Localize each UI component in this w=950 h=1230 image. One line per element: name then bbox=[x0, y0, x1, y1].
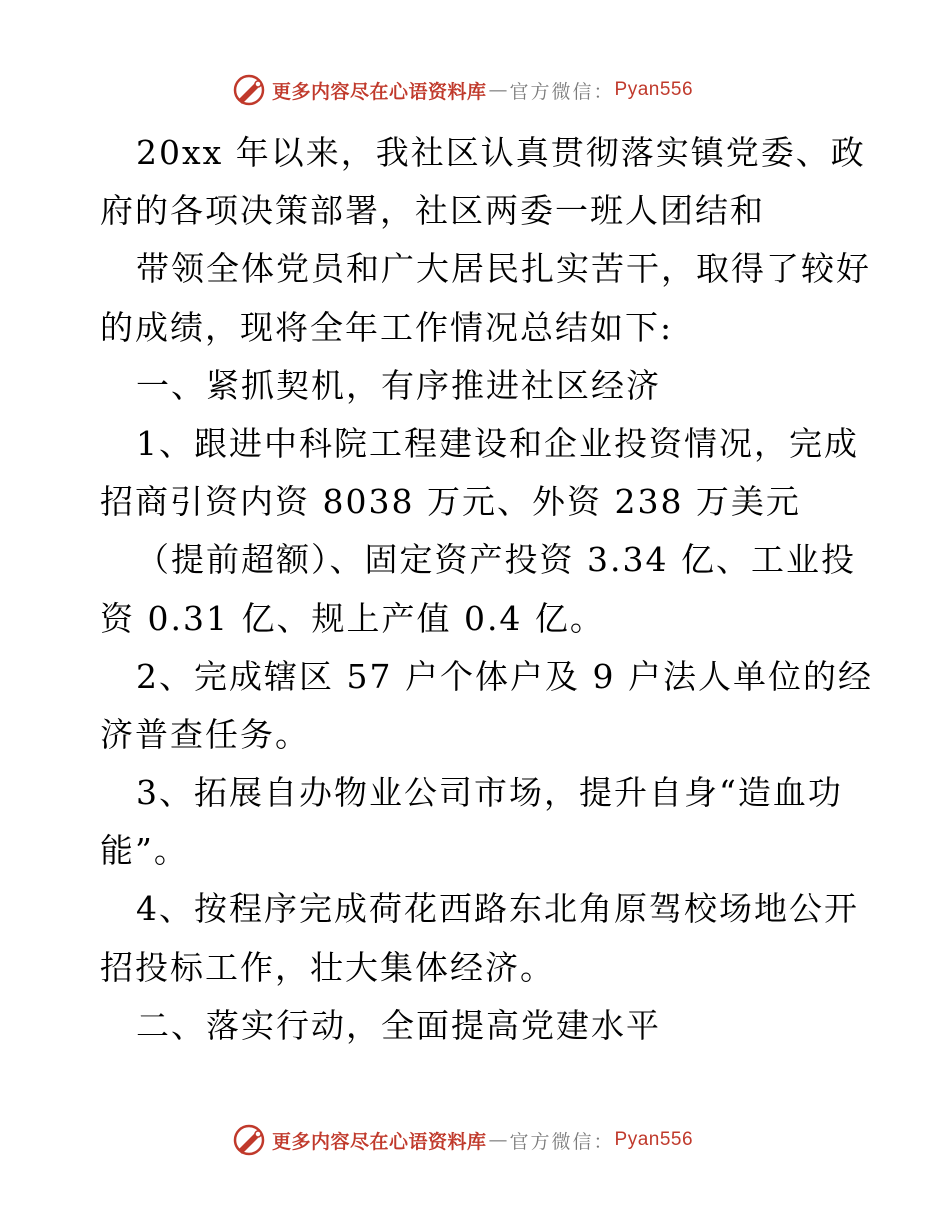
banner-site-text: 更多内容尽在心语资料库 bbox=[272, 80, 487, 103]
text-line: 的成绩，现将全年工作情况总结如下: bbox=[100, 307, 674, 347]
banner-wechat-id: Pyan556 bbox=[614, 1129, 694, 1150]
header-banner bbox=[232, 72, 693, 108]
banner-wechat-label: 官方微信： bbox=[509, 80, 615, 103]
footer-banner bbox=[232, 1122, 693, 1158]
text-line: 济普查任务。 bbox=[100, 714, 310, 754]
document-body bbox=[100, 124, 873, 1055]
pen-nib-logo-icon bbox=[232, 73, 266, 107]
banner-wechat-id: Pyan556 bbox=[614, 79, 694, 100]
banner-wechat-label: 官方微信： bbox=[509, 1130, 615, 1153]
banner-site-text: 更多内容尽在心语资料库 bbox=[272, 1130, 487, 1153]
text-line: 1、跟进中科院工程建设和企业投资情况，完成 bbox=[136, 423, 859, 463]
section-heading: 一、紧抓契机，有序推进社区经济 bbox=[136, 365, 661, 405]
text-line: 能”。 bbox=[100, 831, 189, 871]
text-line: 招商引资内资 8038 万元、外资 238 万美元 bbox=[100, 482, 801, 522]
text-line: 招投标工作，壮大集体经济。 bbox=[100, 947, 555, 987]
text-line: 4、按程序完成荷花西路东北角原驾校场地公开 bbox=[136, 889, 859, 929]
text-line: 带领全体党员和广大居民扎实苦干，取得了较好 bbox=[136, 249, 871, 289]
banner-dash: — bbox=[488, 79, 508, 101]
text-line: 2、完成辖区 57 户个体户及 9 户法人单位的经 bbox=[136, 656, 873, 696]
text-line: 3、拓展自办物业公司市场，提升自身“造血功 bbox=[136, 773, 843, 813]
pen-nib-logo-icon bbox=[232, 1123, 266, 1157]
banner-dash: — bbox=[488, 1129, 508, 1151]
text-line: 府的各项决策部署，社区两委一班人团结和 bbox=[100, 191, 765, 231]
text-line: 20xx 年以来，我社区认真贯彻落实镇党委、政 bbox=[136, 133, 866, 172]
section-heading: 二、落实行动，全面提高党建水平 bbox=[136, 1005, 661, 1045]
text-line: （提前超额）、固定资产投资 3.34 亿、工业投 bbox=[136, 540, 856, 580]
text-line: 资 0.31 亿、规上产值 0.4 亿。 bbox=[100, 598, 605, 638]
